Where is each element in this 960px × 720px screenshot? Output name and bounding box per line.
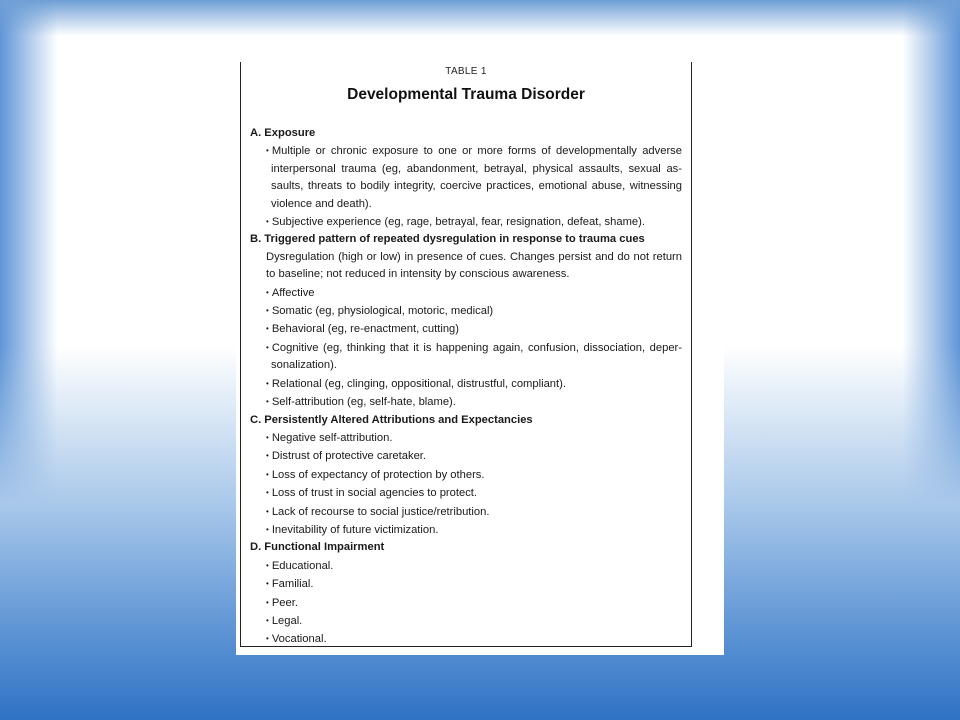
bullet-icon: • [266, 397, 269, 407]
list-item-text: Behavioral (eg, re-enactment, cutting) [271, 323, 459, 336]
list-item [250, 339, 682, 375]
table-border-left [240, 62, 241, 647]
bullet-icon: • [266, 597, 269, 607]
list-item [250, 429, 682, 447]
list-item-text: Lack of recourse to social justice/retribution. [271, 505, 490, 518]
list-item [250, 393, 682, 411]
bullet-icon: • [266, 324, 269, 334]
list-item-text: Inevitability of future victimization. [271, 523, 439, 536]
list-item [250, 575, 682, 593]
bullet-icon: • [266, 432, 269, 442]
bullet-icon: • [266, 634, 269, 644]
table-border-right [691, 62, 692, 647]
table-document [236, 62, 724, 655]
bullet-icon: • [266, 146, 269, 156]
table-content [250, 125, 682, 649]
list-item-text: Educational. [271, 559, 334, 572]
list-item [250, 594, 682, 612]
bullet-icon: • [266, 560, 269, 570]
list-item [250, 375, 682, 393]
list-item-text: Negative self-attribution. [271, 431, 393, 444]
list-item-text: Cognitive (eg, thinking that it is happening again, confusion, dissociation, deper-sonalization). [271, 341, 682, 372]
list-item [250, 466, 682, 484]
list-item [250, 320, 682, 338]
list-item [250, 447, 682, 465]
bullet-icon: • [266, 306, 269, 316]
list-item [250, 284, 682, 302]
list-item-text: Affective [271, 286, 315, 299]
section-b-intro: Dysregulation (high or low) in presence of cues. Changes persist and do not return to baseline; not reduced in intensity by conscious awareness. [266, 250, 682, 281]
list-item-text: Peer. [271, 596, 298, 609]
list-item [250, 484, 682, 502]
list-item-text: Relational (eg, clinging, oppositional, distrustful, compliant). [271, 377, 566, 390]
list-item-text: Somatic (eg, physiological, motoric, medical) [271, 305, 494, 318]
list-item [250, 302, 682, 320]
bullet-icon: • [266, 469, 269, 479]
section-a-heading: A. Exposure [250, 127, 316, 139]
bullet-icon: • [266, 579, 269, 589]
bullet-icon: • [266, 506, 269, 516]
list-item [250, 612, 682, 630]
bullet-icon: • [266, 451, 269, 461]
bullet-icon: • [266, 524, 269, 534]
list-item [250, 557, 682, 575]
bullet-icon: • [266, 217, 269, 227]
list-item [250, 630, 682, 648]
bullet-icon: • [266, 378, 269, 388]
list-item [250, 213, 682, 231]
bullet-icon: • [266, 615, 269, 625]
list-item [250, 503, 682, 521]
list-item [250, 142, 682, 213]
list-item-text: Loss of trust in social agencies to protect. [271, 487, 478, 500]
section-d-heading: D. Functional Impairment [250, 541, 385, 554]
bullet-icon: • [266, 342, 269, 352]
list-item-text: Loss of expectancy of protection by others. [271, 468, 485, 481]
list-item-text: Subjective experience (eg, rage, betrayal, fear, resignation, defeat, shame). [271, 216, 645, 229]
list-item-text: Multiple or chronic exposure to one or more forms of developmentally adverse interpersonal trauma (eg, abandonment, betrayal, physical assaults, sexual as-saults, threats to bodily integrity, coercive practices, emotional abuse, witnessing violence and death). [271, 145, 682, 210]
table-label: TABLE 1 [445, 66, 487, 77]
list-item-text: Legal. [271, 614, 303, 627]
list-item [250, 521, 682, 539]
list-item-text: Familial. [271, 578, 314, 591]
bullet-icon: • [266, 287, 269, 297]
list-item-text: Distrust of protective caretaker. [271, 450, 427, 463]
bullet-icon: • [266, 488, 269, 498]
table-title: Developmental Trauma Disorder [347, 86, 585, 103]
section-c-heading: C. Persistently Altered Attributions and Expectancies [250, 413, 533, 426]
list-item-text: Vocational. [271, 633, 327, 646]
section-b-heading: B. Triggered pattern of repeated dysregulation in response to trauma cues [250, 233, 645, 246]
list-item-text: Self-attribution (eg, self-hate, blame). [271, 396, 456, 409]
